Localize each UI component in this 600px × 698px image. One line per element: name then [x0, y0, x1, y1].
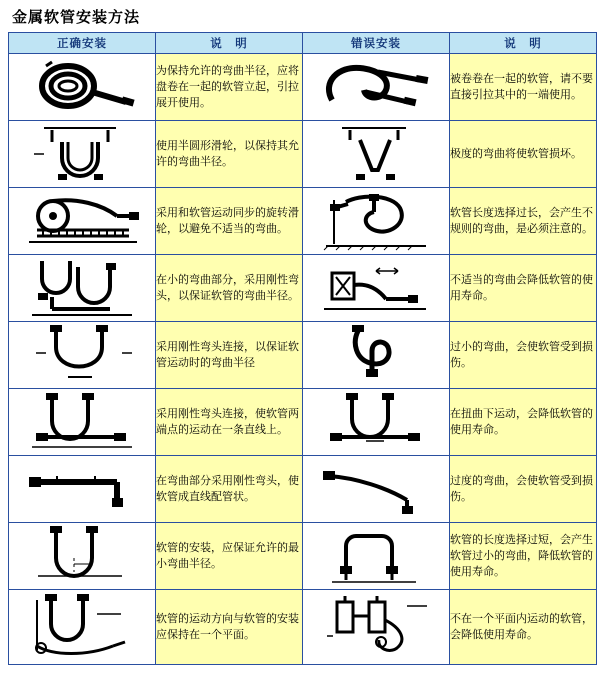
desc-correct: 为保持允许的弯曲半径，应将盘卷在一起的软管立起，引拉展开使用。	[156, 54, 303, 121]
table-row	[9, 121, 597, 188]
table-row	[9, 590, 597, 665]
desc-correct: 采用刚性弯头连接，使软管两端点的运动在一条直线上。	[156, 389, 303, 456]
figure-twisted-u-bend-icon	[303, 389, 450, 456]
table-header-row	[9, 33, 597, 54]
figure-rigid-elbow-u-bend-icon	[9, 322, 156, 389]
figure-improper-bend-bracket-icon	[303, 255, 450, 322]
desc-correct: 软管的运动方向与软管的安装应保持在一个平面。	[156, 590, 303, 665]
desc-wrong: 过小的弯曲，会使软管受到损伤。	[450, 322, 597, 389]
figure-semicircular-sheave-icon	[9, 121, 156, 188]
figure-over-bend-elbow-icon	[303, 456, 450, 523]
figure-same-plane-motion-icon	[9, 590, 156, 665]
table-body	[9, 54, 597, 665]
figure-rigid-elbow-small-bend-icon	[9, 255, 156, 322]
table-row	[9, 389, 597, 456]
figure-sharp-bend-v-icon	[303, 121, 450, 188]
figure-rigid-elbow-straight-line-icon	[9, 389, 156, 456]
figure-min-bend-radius-u-icon	[9, 523, 156, 590]
header-wrong-desc: 说 明	[450, 33, 597, 54]
header-wrong-install: 错误安装	[303, 33, 450, 54]
figure-long-hose-loop-icon	[303, 188, 450, 255]
figure-coiled-hose-pulled-icon	[303, 54, 450, 121]
desc-correct: 在弯曲部分采用刚性弯头，使软管成直线配管状。	[156, 456, 303, 523]
header-correct-desc: 说 明	[156, 33, 303, 54]
desc-correct: 采用刚性弯头连接，以保证软管运动时的弯曲半径	[156, 322, 303, 389]
page-title: 金属软管安装方法	[12, 8, 141, 26]
desc-correct: 软管的安装，应保证允许的最小弯曲半径。	[156, 523, 303, 590]
table-header	[9, 33, 597, 54]
figure-tight-bend-u-icon	[303, 322, 450, 389]
desc-wrong: 极度的弯曲将使软管损坏。	[450, 121, 597, 188]
desc-wrong: 软管长度选择过长，会产生不规则的弯曲，是必须注意的。	[450, 188, 597, 255]
table-row	[9, 54, 597, 121]
figure-out-of-plane-motion-icon	[303, 590, 450, 665]
desc-wrong: 在扭曲下运动，会降低软管的使用寿命。	[450, 389, 597, 456]
figure-rotating-sheave-chain-icon	[9, 188, 156, 255]
table-row	[9, 188, 597, 255]
desc-wrong: 软管的长度选择过短，会产生软管过小的弯曲，降低软管的使用寿命。	[450, 523, 597, 590]
desc-correct: 使用半圆形滑轮，以保持其允许的弯曲半径。	[156, 121, 303, 188]
desc-wrong: 被卷卷在一起的软管，请不要直接引拉其中的一端使用。	[450, 54, 597, 121]
desc-wrong: 不适当的弯曲会降低软管的使用寿命。	[450, 255, 597, 322]
hose-installation-table	[8, 32, 597, 665]
figure-too-long-square-bend-icon	[303, 523, 450, 590]
table-row	[9, 255, 597, 322]
table-row	[9, 456, 597, 523]
desc-wrong: 不在一个平面内运动的软管，会降低使用寿命。	[450, 590, 597, 665]
figure-straight-pipe-elbow-icon	[9, 456, 156, 523]
table-row	[9, 322, 597, 389]
desc-wrong: 过度的弯曲，会使软管受到损伤。	[450, 456, 597, 523]
desc-correct: 在小的弯曲部分，采用刚性弯头，以保证软管的弯曲半径。	[156, 255, 303, 322]
header-correct-install: 正确安装	[9, 33, 156, 54]
figure-coiled-hose-reel-icon	[9, 54, 156, 121]
desc-correct: 采用和软管运动同步的旋转滑轮，以避免不适当的弯曲。	[156, 188, 303, 255]
table-row	[9, 523, 597, 590]
